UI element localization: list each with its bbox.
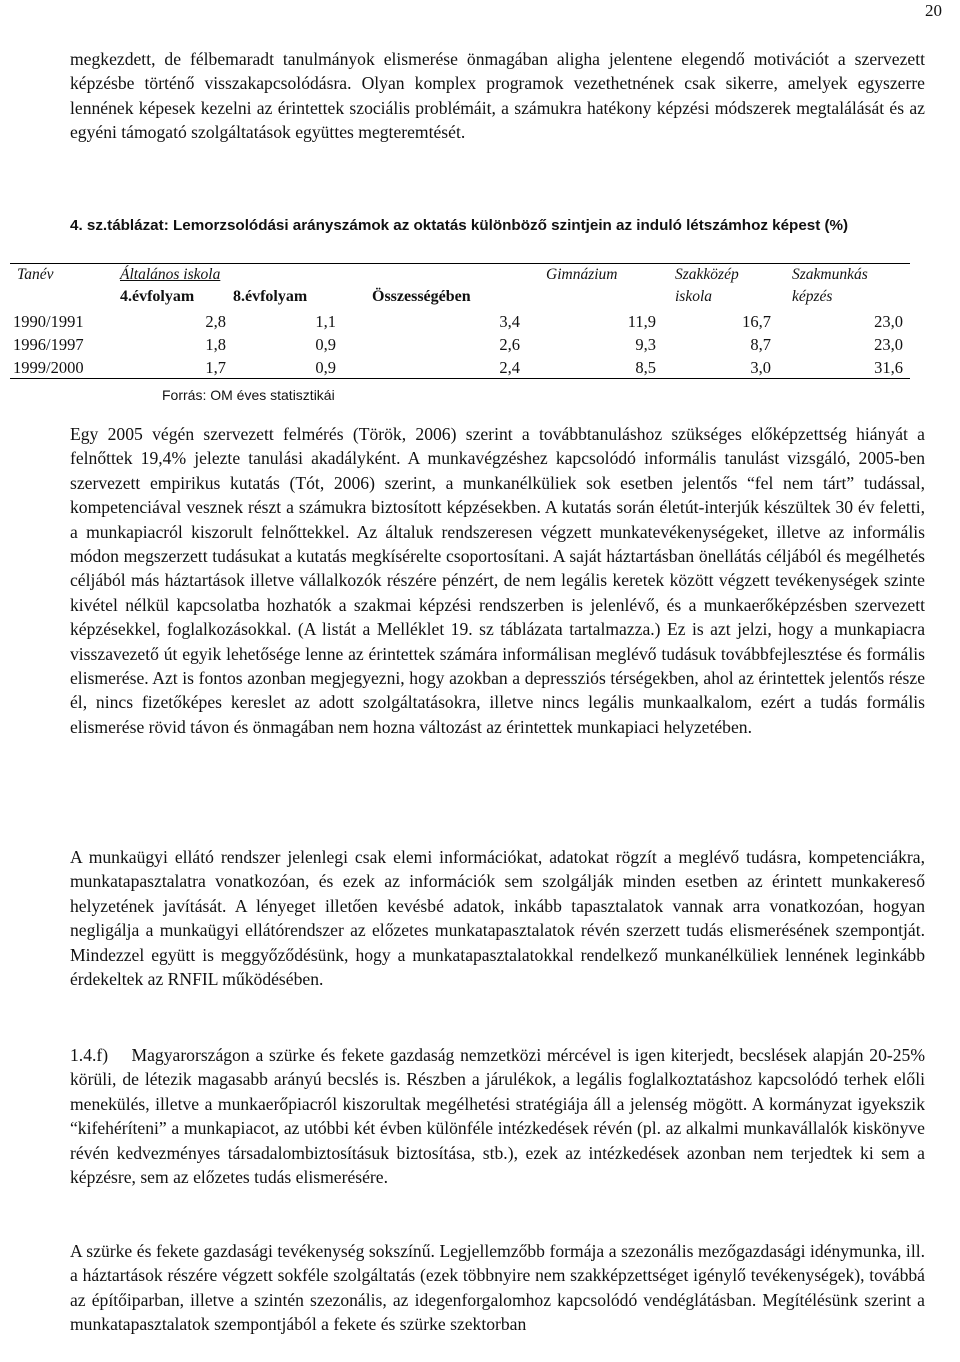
table-caption: 4. sz.táblázat: Lemorzsolódási arányszámok az oktatás különböző szintjein az induló létszámhoz képest (%) xyxy=(70,217,849,234)
table-row-1-total: 3,4 xyxy=(499,312,520,331)
header-grade-4: 4.évfolyam xyxy=(120,288,195,305)
header-year: Tanév xyxy=(17,266,54,283)
table-row-3-total: 2,4 xyxy=(499,358,520,377)
paragraph-2: A munkaügyi ellátó rendszer jelenlegi csak elemi információkat, adatokat rögzít a meglévő tudásra, kompetenciákra, munkatapasztalatra vonatkozóan, és ezek az információk sem szolgálják minden esetben az érintett munkakereső helyzetének javítását. A lényeget illetően kevésbé adatok, inkább tapasztalatok vannak arra vonatkozóan, hogyan negligálja a munkaügyi ellátórendszer az előzetes munkatapasztalatok révén szerzett tudás elismerésének szempontját. Mindezzel együtt is meggyőződésünk, hogy a munkatapasztalatokkal rendelkező munkanélküliek lennének leginkább érdekeltek az RNFIL működésében. xyxy=(70,847,925,990)
table-row-2-year: 1996/1997 xyxy=(13,335,84,354)
paragraph-3: 1.4.f) Magyarországon a szürke és fekete gazdaság nemzetközi mércével is igen kiterjedt, becslések alapján 20-25% körüli, de létezik magasabb arányú becslés is. Részben a járulékok, a legális foglalkoztatáshoz kapcsolódó terhek előli menekülés, illetve a munkaerőpiacról kiszorultak megélhetési stratégiája áll a jelenség mögött. A kormányzat igyekszik “kifehéríteni” a munkapiacot, az utóbbi két évben különféle intézkedések révén (pl. az alkalmi munkavállalók kiskönyve révén kedvezményes társadalombiztosításuk biztosítása, stb.), ezek az intézkedések azonban nem terjedtek ki sem a képzésre, sem az előzetes tudás elismerésére. xyxy=(70,1045,925,1188)
table-row-1-year: 1990/1991 xyxy=(13,312,84,331)
header-primary-school: Általános iskola xyxy=(120,266,221,283)
table-top-rule xyxy=(10,263,910,264)
table-row-1-grade4: 2,8 xyxy=(205,312,226,331)
table-row-2-gymnasium: 9,3 xyxy=(635,335,656,354)
table-row-2-vocational-training: 23,0 xyxy=(874,335,903,354)
table-row-1-vocational-secondary: 16,7 xyxy=(742,312,771,331)
table-row-2-grade8: 0,9 xyxy=(315,335,336,354)
table-row-1-grade8: 1,1 xyxy=(315,312,336,331)
paragraph-1: Egy 2005 végén szervezett felmérés (Török, 2006) szerint a továbbtanuláshoz szükséges előképzettség hiányát a felnőttek 19,4% jelezte tanulási akadályként. A munkavégzéshez kapcsolódó informális tanulást vizsgáló, 2005-ben szervezett empirikus kutatás (Tót, 2006) szerint, a munkanélküliek sok esetben jelentős “fel nem tárt” tudással, kompetenciával vesznek részt a számukra biztosított képzésekben. A kutatás során életút-interjúk készültek 30 év feletti, a munkapiacról kiszorult felnőttekkel. Az általuk rendszeresen végzett munkatevékenységeket, illetve az informális módon megszerzett tudásukat a kutatás megkísérelte csoportosítani. A saját háztartásban önellátás céljából és megélhetés céljából más háztartások illetve vállalkozók részére pénzért, de nem legális keretek között végzett tevékenységek szinte kivétel nélkül kapcsolatba hozhatók a szakmai képzési rendszerben is jelenlévő, és a munkaerőképzésben szervezett képzésekkel, foglalkozásokkal. (A listát a Melléklet 19. sz táblázata tartalmazza.) Ez is azt jelzi, hogy a munkapiacra visszavezető út egyik lehetősége lenne az érintettek számára informálisan meglévő tudásuk továbbfejlesztése és formális elismerése. Azt is fontos azonban megjegyezni, hogy azokban a depressziós térségekben, ahol az érintettek jelentős része él, nincs fizetőképes kereslet az adott szolgáltatásokra, illetve nincs legális munkaalkalom, ezért a tudás formális elismerése rövid távon és önmagában nem hozna változást az érintettek munkapiaci helyzetében. xyxy=(70,424,925,737)
table-row-3-gymnasium: 8,5 xyxy=(635,358,656,377)
table-row-3-year: 1999/2000 xyxy=(13,358,84,377)
paragraph-4: A szürke és fekete gazdasági tevékenység sokszínű. Legjellemzőbb formája a szezonális mezőgazdasági idénymunka, ill. a háztartások részére végzett sokféle szolgáltatás (ezek többnyire nem szakképzettséget igénylő tevékenységek), továbbá az építőiparban, illetve a szintén szezonális, az idegenforgalomhoz kapcsolódó vendéglátásban. Megítélésünk szerint a munkatapasztalatok szempontjából a fekete és szürke szektorban xyxy=(70,1241,925,1335)
table-row-3-grade8: 0,9 xyxy=(315,358,336,377)
intro-paragraph: megkezdett, de félbemaradt tanulmányok elismerése önmagában aligha jelentene elegendő motivációt a szervezett képzésbe történő visszakapcsolódásra. Olyan komplex programok vezethetnének csak sikerre, amelyek egyszerre lennének képesek kezelni az érintettek szociális problémáit, a számukra hatékony képzési módszerek megtalálását és az egyéni támogató szolgáltatások együttes megteremtését. xyxy=(70,49,925,143)
table-row-3-grade4: 1,7 xyxy=(205,358,226,377)
page-number: 20 xyxy=(925,1,942,20)
table-row-3-vocational-secondary: 3,0 xyxy=(750,358,771,377)
header-vocational-secondary-line2: iskola xyxy=(675,288,713,305)
table-row-2-vocational-secondary: 8,7 xyxy=(750,335,771,354)
table-bottom-rule xyxy=(10,378,910,379)
header-vocational-training-line2: képzés xyxy=(792,288,833,305)
header-total: Összességében xyxy=(372,288,471,305)
header-gymnasium: Gimnázium xyxy=(546,266,618,283)
header-vocational-training-line1: Szakmunkás xyxy=(792,266,868,283)
header-grade-8: 8.évfolyam xyxy=(233,288,308,305)
table-row-2-total: 2,6 xyxy=(499,335,520,354)
table-source-note: Forrás: OM éves statisztikái xyxy=(162,387,335,403)
table-row-1-vocational-training: 23,0 xyxy=(874,312,903,331)
table-row-1-gymnasium: 11,9 xyxy=(627,312,656,331)
header-vocational-secondary-line1: Szakközép xyxy=(675,266,739,283)
table-row-3-vocational-training: 31,6 xyxy=(874,358,903,377)
table-row-2-grade4: 1,8 xyxy=(205,335,226,354)
